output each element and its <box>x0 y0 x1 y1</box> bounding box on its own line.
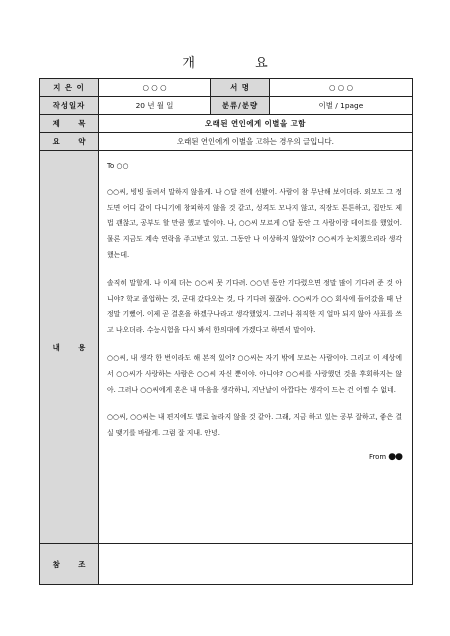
subject-row <box>40 115 413 133</box>
date-row <box>40 97 413 115</box>
author-label: 지 은 이 <box>40 79 99 97</box>
reference-value[interactable] <box>99 544 413 585</box>
content-label: 내 용 <box>40 151 99 544</box>
summary-value[interactable]: 오래된 연인에게 이별을 고하는 경우의 글입니다. <box>99 133 413 151</box>
summary-row <box>40 133 413 151</box>
letter-body[interactable] <box>99 151 413 544</box>
author-row <box>40 79 413 97</box>
signoff-mark: ●● <box>388 451 402 462</box>
letter-paragraph-1: ○○씨, 빙빙 돌려서 말하지 않을게. 나 ○달 전에 선봤어. 사람이 참 무난해 보이더라. 외모도 그 정도면 어디 같이 다니기에 창피하지 않을 것 같고, 성격도 모나지 않고, 직장도 튼튼하고, 집안도 제법 괜찮고, 공부도 할 만큼 했고 말이야. 나, ○○씨 모르게 ○달 동안 그 사람이랑 데이트를 했었어. 물론 지금도 계속 연락을 주고받고 있고. 그동안 나 이상하지 않았어? ○○씨가 눈치챘으리라 생각했는데. <box>107 187 402 259</box>
date-label: 작성일자 <box>40 97 99 115</box>
overview-form <box>39 78 413 585</box>
summary-label: 요 약 <box>40 133 99 151</box>
date-value[interactable]: 20 년 월 일 <box>99 97 211 115</box>
category-value[interactable]: 이별 / 1page <box>270 97 413 115</box>
document-title: 개 요 <box>182 56 296 71</box>
content-row <box>40 151 413 544</box>
signature-label: 서 명 <box>211 79 270 97</box>
signature-value[interactable]: ○ ○ ○ <box>270 79 413 97</box>
letter-paragraph-2: 솔직히 말할게. 나 이제 더는 ○○씨 못 기다려. ○○년 동안 기다렸으면 정말 많이 기다려 준 것 아니야? 학교 졸업하는 것, 군대 갔다오는 것, 다 기다려 줬잖아. ○○씨가 ○○ 회사에 들어갔을 때 난 정말 기뻤어. 이제 곧 결혼을 하겠구나라고 생각했었지. 그러나 취직한 지 얼마 되지 않아 사표를 쓰고 나오더라. 수능시험을 다시 봐서 한의대에 가겠다고 하면서 말이야. <box>107 278 402 335</box>
reference-row <box>40 544 413 585</box>
author-value[interactable]: ○ ○ ○ <box>99 79 211 97</box>
letter-greeting: To ○○ <box>107 162 129 170</box>
subject-label: 제 목 <box>40 115 99 133</box>
category-label: 분류/분량 <box>211 97 270 115</box>
letter-paragraph-3: ○○씨, 내 생각 한 번이라도 해 본적 있어? ○○씨는 자기 밖에 모르는 사람이야. 그리고 이 세상에서 ○○씨가 사랑하는 사람은 ○○씨 자신 뿐이야. 아니야? ○○씨를 사랑했던 것을 후회하지는 않아. 그러나 ○○씨에게 혼은 내 마음을 생각하니, 지난날이 아깝다는 생각이 드는 건 어쩔 수 없네. <box>107 353 402 394</box>
subject-value[interactable]: 오래된 연인에게 이별을 고함 <box>99 115 413 133</box>
closing-text: From <box>369 452 387 461</box>
letter-closing <box>107 452 402 462</box>
letter-paragraph-4: ○○씨, ○○씨는 내 편지에도 별로 놀라지 않을 것 같아. 그래, 지금 하고 있는 공부 잘하고, 좋은 결실 맺기를 바랄게. 그럼 잘 지내. 안녕. <box>107 413 402 438</box>
reference-label: 참 조 <box>40 544 99 585</box>
